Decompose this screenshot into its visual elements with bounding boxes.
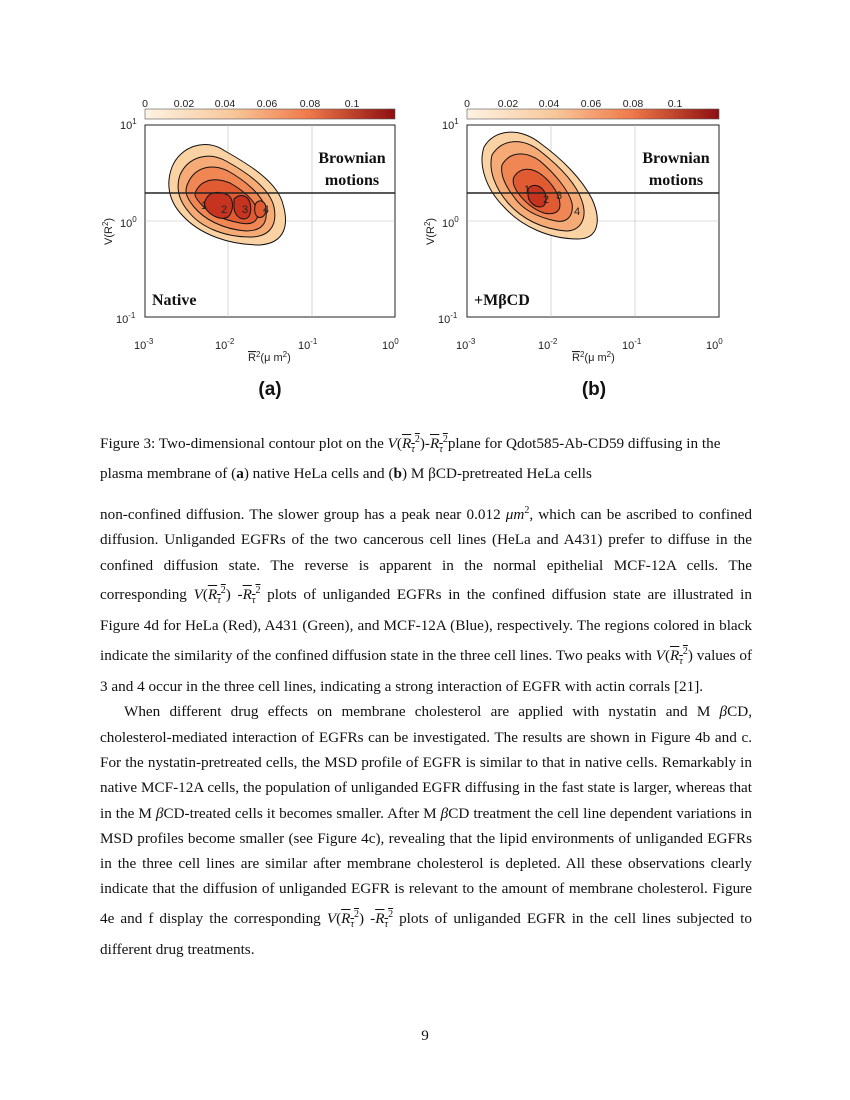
colorbar-tick: 0.08 xyxy=(299,98,321,110)
peak-label: 1 xyxy=(201,200,208,212)
colorbar-tick: 0.1 xyxy=(344,98,360,110)
x-tick: $10^{-1}$ xyxy=(298,337,318,352)
peak-label: 4 xyxy=(263,204,270,216)
colorbar xyxy=(467,109,719,119)
panel-letter: (a) xyxy=(258,379,282,400)
brownian-label: Brownian xyxy=(642,150,710,167)
math-r-overline: $R_\tau^2$ xyxy=(401,434,420,456)
caption-text: Figure 3: Two-dimensional contour plot on the xyxy=(100,435,388,453)
brownian-label: Brownian xyxy=(318,150,386,167)
x-tick: $10^{-2}$ xyxy=(215,337,235,352)
caption-text: ) native HeLa cells and ( xyxy=(243,465,394,483)
panel-b xyxy=(422,95,752,415)
condition-label: Native xyxy=(152,292,197,309)
colorbar-tick: 0.08 xyxy=(622,98,644,110)
paragraph-2: When different drug effects on membrane cholesterol are applied with nystatin and M βCD, cholesterol-mediated interaction of EGFRs can be investigated. The results are shown in Figure 4b and c. For the nystatin-pretreated cells, the MSD profile of EGFR is similar to that in native cells. Remarkably in native MCF-12A cells, the population of unliganded EGFR diffusing in the fast state is larger, whereas that in the M βCD-treated cells it becomes smaller. After M βCD treatment the cell line dependent variations in MSD profiles become smaller (see Figure 4c), revealing that the lipid environments of unliganded EGFRs in the three cell lines are similar after membrane cholesterol is depleted. All these observations clearly indicate that the diffusion of unliganded EGFR is relevant to the amount of membrane cholesterol. Figure 4e and f display the corresponding $V(R_\tau^2)$ $-R_\tau^2$ plots of unliganded EGFR in the cell lines subjected to different drug treatments. xyxy=(100,703,753,959)
page-number: 9 xyxy=(421,1027,429,1044)
peak-label: 3 xyxy=(556,190,563,202)
y-tick: $10^0$ xyxy=(442,215,459,230)
figure-3 xyxy=(100,95,750,415)
colorbar-tick: 0.04 xyxy=(214,98,236,110)
peak-label: 2 xyxy=(543,194,550,206)
x-tick: $10^{-3}$ xyxy=(456,337,476,352)
caption-bold: a xyxy=(236,465,244,483)
peak-label: 3 xyxy=(242,204,249,216)
colorbar-tick: 0.02 xyxy=(173,98,195,110)
x-tick: $10^{-3}$ xyxy=(134,337,154,352)
colorbar-tick: 0.04 xyxy=(538,98,560,110)
y-tick: $10^1$ xyxy=(442,117,459,132)
x-tick: $10^0$ xyxy=(706,337,723,352)
peak-label: 4 xyxy=(574,206,581,218)
panel-letter: (b) xyxy=(581,379,607,400)
x-axis-label: $R^2(\mu$ $m^2$) xyxy=(248,350,291,364)
y-axis-label: $V(R^2)$ xyxy=(101,217,115,245)
y-tick: $10^{-1}$ xyxy=(116,311,136,326)
peak-label: 2 xyxy=(221,204,228,216)
figure-caption: Figure 3: Two-dimensional contour plot on the $V(R_\tau^2)-R_\tau^2plane$ for Qdot585-Ab-CD59 diffusing in the plasma membrane of (a) native HeLa cells and (b) M βCD-pretreated HeLa cells xyxy=(100,434,721,483)
panel-a xyxy=(100,95,430,415)
x-tick: $10^0$ xyxy=(382,337,399,352)
condition-label: +MβCD xyxy=(474,292,530,309)
x-axis-label: $R^2(\mu$ $m^2$) xyxy=(572,350,615,364)
colorbar-tick: 0.1 xyxy=(667,98,683,110)
colorbar-tick: 0 xyxy=(142,98,148,110)
motions-label: motions xyxy=(324,172,380,189)
contour-plot-a xyxy=(100,95,430,415)
caption-text: plane for Qdot585-Ab-CD59 diffusing in the plasma membrane of ( xyxy=(100,435,721,483)
y-tick: $10^0$ xyxy=(120,215,137,230)
caption-text: ) M βCD-pretreated HeLa cells xyxy=(401,465,592,483)
colorbar-tick: 0.02 xyxy=(497,98,519,110)
colorbar-tick: 0 xyxy=(464,98,470,110)
colorbar-tick: 0.06 xyxy=(580,98,602,110)
motions-label: motions xyxy=(648,172,704,189)
colorbar-tick: 0.06 xyxy=(256,98,278,110)
body-text xyxy=(100,498,752,962)
x-tick: $10^{-2}$ xyxy=(538,337,558,352)
caption-bold: b xyxy=(393,465,402,483)
y-tick: $10^1$ xyxy=(120,117,137,132)
math-r-overline: $R_\tau^2$ xyxy=(429,434,448,456)
peak-label: 1 xyxy=(524,184,531,196)
contour-plot-b xyxy=(422,95,752,415)
math-v: V xyxy=(387,435,397,453)
x-tick: $10^{-1}$ xyxy=(622,337,642,352)
paragraph-1: non-confined diffusion. The slower group has a peak near 0.012 $\mu m^2$, which can be ascribed to confined diffusion. Unliganded EGFRs of the two cancerous cell lines (HeLa and A431) prefer to diffuse in the confined diffusion state. The reverse is apparent in the normal epithelial MCF-12A cells. The corresponding $V(R_\tau^2)$ $-R_\tau^2$ plots of unliganded EGFRs in the confined diffusion state are illustrated in Figure 4d for HeLa (Red), A431 (Green), and MCF-12A (Blue), respectively. The regions colored in black indicate the similarity of the confined diffusion state in the three cell lines. Two peaks with $V(R_\tau^2)$ values of 3 and 4 occur in the three cell lines, indicating a strong interaction of EGFR with actin corrals [21]. xyxy=(100,505,752,696)
y-tick: $10^{-1}$ xyxy=(438,311,458,326)
colorbar xyxy=(145,109,395,119)
y-axis-label: $V(R^2)$ xyxy=(423,217,437,245)
